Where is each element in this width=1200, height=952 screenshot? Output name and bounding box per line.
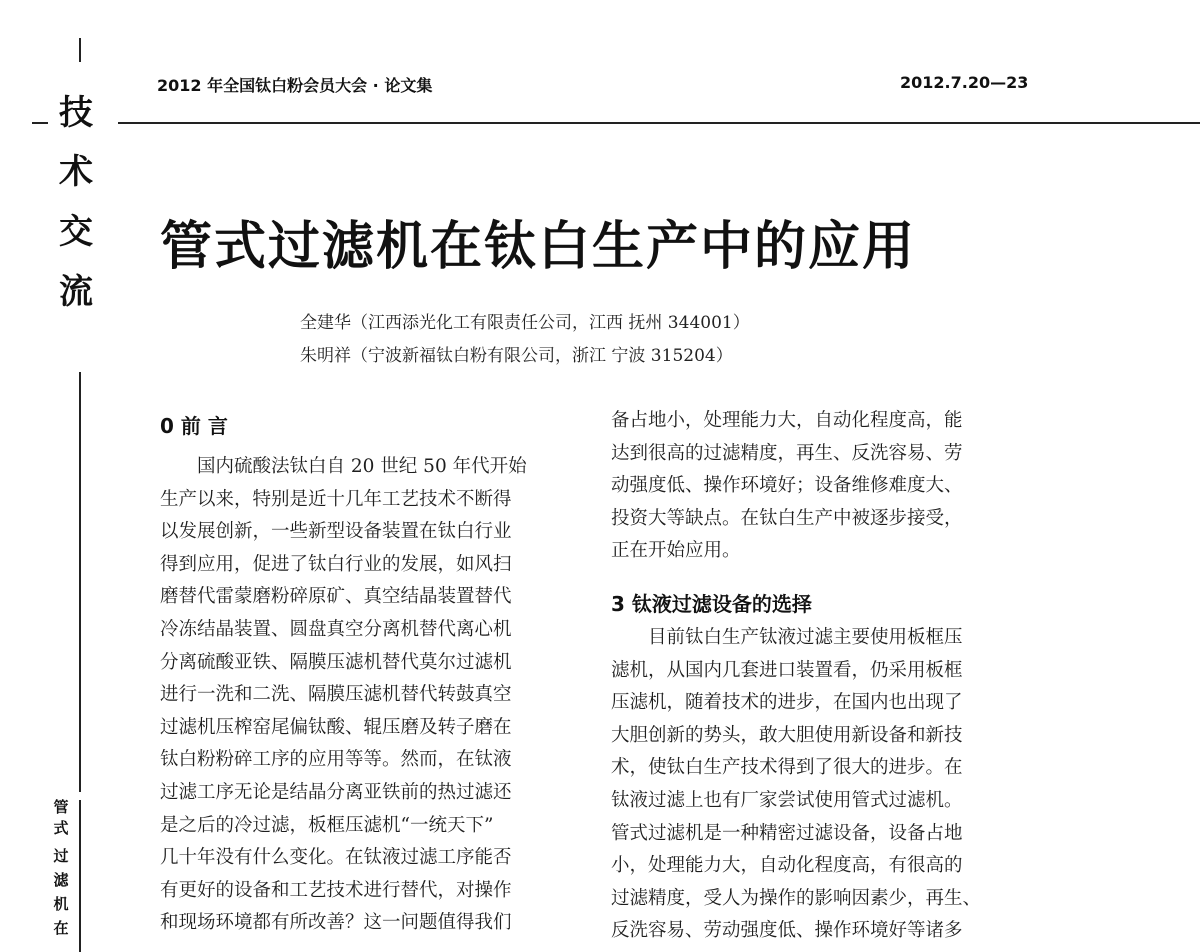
running-title-char: 式 <box>53 819 69 837</box>
section-heading: 3 钛液过滤设备的选择 <box>611 592 812 616</box>
text-line: 是之后的冷过滤，板框压滤机“一统天下” <box>160 814 494 836</box>
text-line: 冷冻结晶装置、圆盘真空分离机替代离心机 <box>160 618 512 640</box>
text-line: 投资大等缺点。在钛白生产中被逐步接受， <box>611 507 963 529</box>
text-line: 进行一洗和二洗、隔膜压滤机替代转鼓真空 <box>160 684 512 706</box>
text-line: 几十年没有什么变化。在钛液过滤工序能否 <box>160 847 512 869</box>
margin-rule-bottom <box>79 800 81 952</box>
paper-title: 管式过滤机在钛白生产中的应用 <box>160 217 917 277</box>
text-line: 滤机，从国内几套进口装置看，仍采用板框 <box>611 659 963 681</box>
text-line: 生产以来，特别是近十几年工艺技术不断得 <box>160 488 512 510</box>
body-column-right-top <box>611 405 1031 568</box>
header-journal: 2012 年全国钛白粉会员大会 · 论文集 <box>157 76 433 95</box>
text-line: 正在开始应用。 <box>611 540 741 562</box>
running-title-char: 滤 <box>53 871 69 889</box>
running-title-char: 在 <box>53 919 69 937</box>
margin-rule-middle <box>79 372 81 792</box>
text-line: 达到很高的过滤精度，再生、反洗容易、劳 <box>611 442 963 464</box>
text-line: 有更好的设备和工艺技术进行替代，对操作 <box>160 879 512 901</box>
author-line: 全建华（江西添光化工有限责任公司，江西 抚州 344001） <box>300 313 750 333</box>
text-line: 过滤机压榨窑尾偏钛酸、辊压磨及转子磨在 <box>160 716 512 738</box>
text-line: 钛液过滤上也有厂家尝试使用管式过滤机。 <box>611 789 963 811</box>
text-line: 和现场环境都有所改善？这一问题值得我们 <box>160 912 512 934</box>
running-title-char: 机 <box>53 895 69 913</box>
text-line: 管式过滤机是一种精密过滤设备，设备占地 <box>611 822 963 844</box>
text-line: 钛白粉粉碎工序的应用等等。然而，在钛液 <box>160 749 512 771</box>
body-column-left <box>160 451 580 940</box>
text-line: 目前钛白生产钛液过滤主要使用板框压 <box>611 627 963 648</box>
margin-label-char: 交 <box>59 212 93 252</box>
text-line: 分离硫酸亚铁、隔膜压滤机替代莫尔过滤机 <box>160 651 512 673</box>
margin-rule-top <box>79 38 81 62</box>
section-heading: 0 前 言 <box>160 414 228 438</box>
text-line: 磨替代雷蒙磨粉碎原矿、真空结晶装置替代 <box>160 586 512 608</box>
text-line: 过滤精度，受人为操作的影响因素少，再生、 <box>611 887 982 909</box>
margin-tick <box>32 122 48 124</box>
text-line: 小，处理能力大，自动化程度高，有很高的 <box>611 855 963 877</box>
text-line: 大胆创新的势头，敢大胆使用新设备和新技 <box>611 724 963 746</box>
running-title-char: 过 <box>53 847 69 865</box>
text-line: 备占地小，处理能力大，自动化程度高，能 <box>611 410 963 431</box>
margin-label-char: 技 <box>59 93 93 133</box>
text-line: 反洗容易、劳动强度低、操作环境好等诸多 <box>611 920 963 942</box>
text-line: 动强度低、操作环境好；设备维修难度大、 <box>611 475 963 497</box>
body-column-right-bottom <box>611 622 1031 948</box>
margin-label-char: 术 <box>59 152 93 192</box>
text-line: 过滤工序无论是结晶分离亚铁前的热过滤还 <box>160 781 512 803</box>
text-line: 得到应用，促进了钛白行业的发展，如风扫 <box>160 553 512 575</box>
header-rule <box>118 122 1200 124</box>
header-date: 2012.7.20—23 <box>900 73 1029 92</box>
text-line: 压滤机，随着技术的进步，在国内也出现了 <box>611 692 963 714</box>
text-line: 以发展创新，一些新型设备装置在钛白行业 <box>160 521 512 543</box>
running-title-char: 管 <box>53 798 69 816</box>
author-line: 朱明祥（宁波新福钛白粉有限公司，浙江 宁波 315204） <box>300 346 733 366</box>
margin-label-char: 流 <box>59 272 93 312</box>
text-line: 国内硫酸法钛白自 20 世纪 50 年代开始 <box>160 456 527 477</box>
text-line: 术，使钛白生产技术得到了很大的进步。在 <box>611 757 963 779</box>
